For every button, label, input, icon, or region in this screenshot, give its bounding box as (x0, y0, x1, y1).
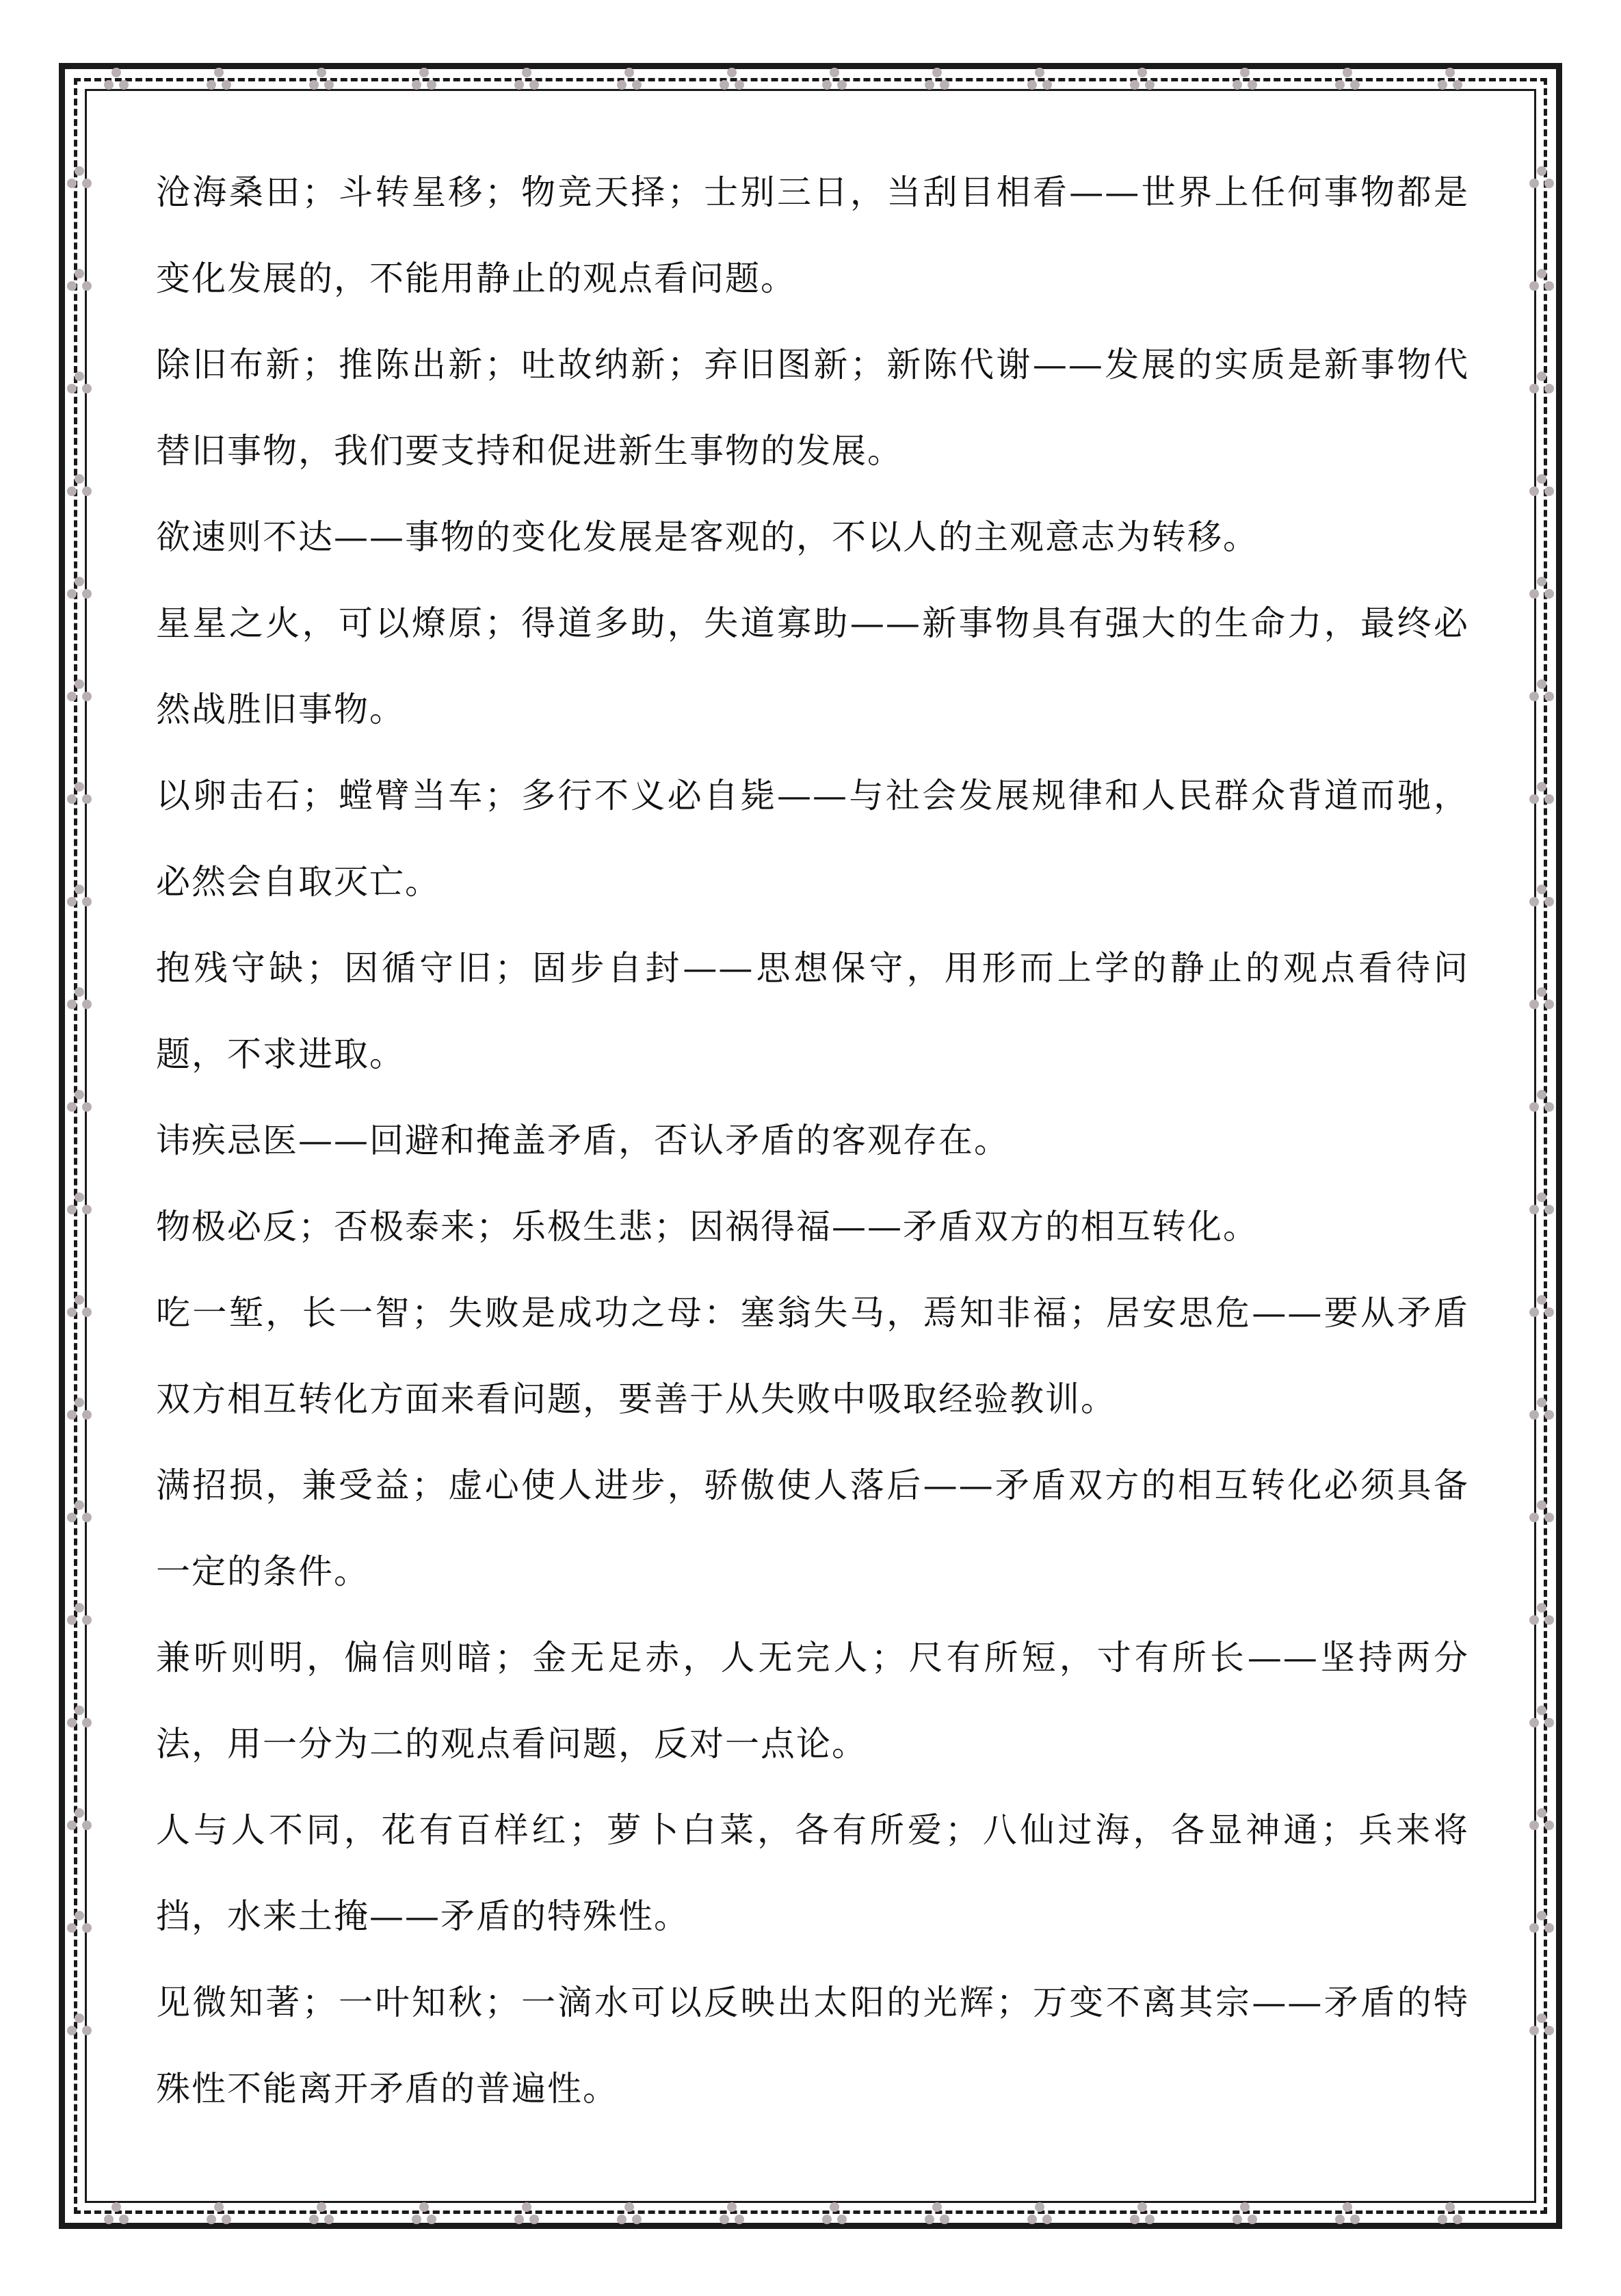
border-dot (309, 80, 319, 90)
border-dot (1537, 679, 1546, 689)
border-dot (1027, 2215, 1037, 2224)
border-dot (1544, 1615, 1554, 1625)
border-dot (222, 80, 231, 90)
border-dot (1544, 1718, 1554, 1727)
border-dot (67, 1000, 77, 1009)
border-dot (82, 1821, 92, 1830)
border-dot (82, 281, 92, 291)
border-dot (1438, 80, 1447, 90)
border-dot (75, 1911, 84, 1920)
border-dot (1438, 2215, 1447, 2224)
border-dot (632, 2215, 642, 2224)
border-dot (1544, 897, 1554, 906)
border-dot (1453, 80, 1462, 90)
border-dot (1137, 2202, 1147, 2212)
border-dot (1537, 987, 1546, 997)
border-dot (1537, 474, 1546, 484)
border-dot (1529, 1718, 1539, 1727)
paragraph-12: 人与人不同，花有百样红；萝卜白菜，各有所爱；八仙过海，各显神通；兵来将挡，水来土掩——矛盾的特殊性。 (156, 1810, 1469, 1936)
border-dot (727, 68, 737, 77)
border-dot (925, 80, 934, 90)
border-dot (82, 1410, 92, 1420)
border-dot (207, 2215, 216, 2224)
border-dot (1130, 80, 1139, 90)
border-dot (104, 80, 114, 90)
border-dot (67, 1923, 77, 1933)
border-dot (735, 80, 744, 90)
border-dot (932, 68, 942, 77)
border-dot (67, 1718, 77, 1727)
border-dot (1537, 2013, 1546, 2023)
border-dot (75, 166, 84, 176)
border-dot (1537, 885, 1546, 894)
border-dot (75, 885, 84, 894)
border-dot (837, 80, 847, 90)
border-dot (67, 1615, 77, 1625)
border-dot (75, 1295, 84, 1305)
border-dot (75, 1706, 84, 1715)
border-dot (82, 1102, 92, 1112)
border-dot (514, 80, 524, 90)
border-dot (932, 2202, 942, 2212)
border-dot (822, 80, 832, 90)
border-dot (1537, 371, 1546, 381)
border-dot (1042, 80, 1052, 90)
border-dot (1537, 166, 1546, 176)
border-dot (1544, 1923, 1554, 1933)
border-dot (75, 474, 84, 484)
border-dot (412, 80, 421, 90)
border-dot (82, 1923, 92, 1933)
border-dot (419, 68, 429, 77)
border-dot (75, 1192, 84, 1202)
border-dot (1529, 281, 1539, 291)
border-dot (1537, 1192, 1546, 1202)
border-dot (617, 80, 627, 90)
border-dot (419, 2202, 429, 2212)
border-dot (830, 68, 839, 77)
border-dot (514, 2215, 524, 2224)
border-dot (67, 1307, 77, 1317)
border-dot (1335, 2215, 1345, 2224)
paragraph-2: 除旧布新；推陈出新；吐故纳新；弃旧图新；新陈代谢——发展的实质是新事物代替旧事物，我们要支持和促进新生事物的发展。 (156, 345, 1469, 471)
paragraph-6: 抱残守缺；因循守旧；固步自封——思想保守，用形而上学的静止的观点看待问题，不求进取。 (156, 948, 1469, 1074)
border-dot (1453, 2215, 1462, 2224)
paragraph-11: 兼听则明，偏信则暗；金无足赤，人无完人；尺有所短，寸有所长——坚持两分法，用一分为二的观点看问题，反对一点论。 (156, 1638, 1469, 1764)
border-dot (1529, 1615, 1539, 1625)
border-dot (82, 1205, 92, 1214)
border-dot (1537, 1706, 1546, 1715)
border-dot (1233, 2215, 1242, 2224)
border-dot (1130, 2215, 1139, 2224)
border-dot (1042, 2215, 1052, 2224)
border-dot (1537, 1808, 1546, 1818)
border-dot (1537, 782, 1546, 792)
border-dot (1445, 2202, 1455, 2212)
border-dot (822, 2215, 832, 2224)
border-dot (1529, 179, 1539, 188)
paragraph-8: 物极必反；否极泰来；乐极生悲；因祸得福——矛盾双方的相互转化。 (156, 1207, 1258, 1247)
border-dot (67, 794, 77, 804)
border-dot (1529, 1513, 1539, 1522)
border-dot (1529, 1821, 1539, 1830)
border-dot (735, 2215, 744, 2224)
border-dot (1537, 1398, 1546, 1407)
border-dot (317, 2202, 326, 2212)
paragraph-3: 欲速则不达——事物的变化发展是客观的，不以人的主观意志为转移。 (156, 517, 1258, 557)
border-dot (522, 2202, 531, 2212)
border-dot (82, 1307, 92, 1317)
border-dot (1350, 2215, 1360, 2224)
border-dot (222, 2215, 231, 2224)
border-dot (75, 2013, 84, 2023)
border-dot (82, 1718, 92, 1727)
paragraph-5: 以卵击石；螳臂当车；多行不义必自毙——与社会发展规律和人民群众背道而驰，必然会自取灭亡。 (156, 776, 1469, 902)
border-dot (75, 782, 84, 792)
document-body (156, 149, 1469, 2132)
border-dot (75, 1808, 84, 1818)
border-dot (1529, 794, 1539, 804)
border-dot (67, 1205, 77, 1214)
border-dot (1529, 692, 1539, 701)
border-dot (412, 2215, 421, 2224)
border-dot (111, 2202, 121, 2212)
border-dot (67, 384, 77, 393)
border-dot (317, 68, 326, 77)
border-dot (82, 179, 92, 188)
border-dot (1537, 577, 1546, 586)
border-dot (1544, 794, 1554, 804)
border-dot (1537, 1911, 1546, 1920)
border-dot (1544, 384, 1554, 393)
border-dot (1544, 1307, 1554, 1317)
border-dot (1544, 486, 1554, 496)
border-dot (1544, 1513, 1554, 1522)
border-dot (830, 2202, 839, 2212)
paragraph-10: 满招损，兼受益；虚心使人进步，骄傲使人落后——矛盾双方的相互转化必须具备一定的条件。 (156, 1465, 1469, 1591)
border-dot (214, 68, 224, 77)
border-dot (67, 692, 77, 701)
border-dot (1537, 1603, 1546, 1613)
border-dot (67, 1102, 77, 1112)
border-dot (1529, 1923, 1539, 1933)
border-dot (1145, 2215, 1155, 2224)
border-dot (82, 692, 92, 701)
border-dot (214, 2202, 224, 2212)
border-dot (1529, 1000, 1539, 1009)
paragraph-13: 见微知著；一叶知秋；一滴水可以反映出太阳的光辉；万变不离其宗——矛盾的特殊性不能离开矛盾的普遍性。 (156, 1983, 1469, 2109)
border-dot (1537, 269, 1546, 278)
border-dot (1537, 1500, 1546, 1510)
border-dot (427, 2215, 436, 2224)
border-dot (529, 2215, 539, 2224)
border-dot (1027, 80, 1037, 90)
border-dot (309, 2215, 319, 2224)
paragraph-9: 吃一堑，长一智；失败是成功之母：塞翁失马，焉知非福；居安思危——要从矛盾双方相互转化方面来看问题，要善于从失败中吸取经验教训。 (156, 1293, 1469, 1419)
border-dot (82, 1615, 92, 1625)
border-dot (720, 2215, 729, 2224)
border-dot (1145, 80, 1155, 90)
border-dot (1350, 80, 1360, 90)
border-dot (1544, 1000, 1554, 1009)
border-dot (67, 281, 77, 291)
border-dot (1035, 68, 1044, 77)
border-dot (1544, 589, 1554, 599)
border-dot (82, 1513, 92, 1522)
border-dot (1529, 384, 1539, 393)
border-dot (837, 2215, 847, 2224)
border-dot (82, 1000, 92, 1009)
border-dot (522, 68, 531, 77)
border-dot (1529, 1205, 1539, 1214)
border-dot (324, 80, 334, 90)
border-dot (67, 1410, 77, 1420)
border-dot (104, 2215, 114, 2224)
border-dot (720, 80, 729, 90)
border-dot (1343, 2202, 1352, 2212)
border-dot (67, 1513, 77, 1522)
border-dot (82, 384, 92, 393)
border-dot (1335, 80, 1345, 90)
border-dot (1544, 1410, 1554, 1420)
border-dot (75, 1500, 84, 1510)
border-dot (75, 371, 84, 381)
border-dot (617, 2215, 627, 2224)
border-dot (75, 1398, 84, 1407)
border-dot (111, 68, 121, 77)
border-dot (1240, 68, 1250, 77)
border-dot (1529, 1102, 1539, 1112)
border-dot (82, 794, 92, 804)
border-dot (324, 2215, 334, 2224)
border-dot (1537, 1090, 1546, 1099)
border-dot (1035, 2202, 1044, 2212)
border-dot (940, 80, 949, 90)
border-dot (1544, 1102, 1554, 1112)
border-dot (75, 1603, 84, 1613)
border-dot (1529, 486, 1539, 496)
border-dot (1137, 68, 1147, 77)
border-dot (119, 2215, 129, 2224)
border-dot (1343, 68, 1352, 77)
border-dot (1240, 2202, 1250, 2212)
border-dot (67, 2026, 77, 2035)
border-dot (1544, 281, 1554, 291)
paragraph-4: 星星之火，可以燎原；得道多助，失道寡助——新事物具有强大的生命力，最终必然战胜旧事物。 (156, 603, 1469, 729)
border-dot (1544, 692, 1554, 701)
border-dot (75, 679, 84, 689)
border-dot (82, 589, 92, 599)
border-dot (624, 68, 634, 77)
border-dot (1248, 80, 1257, 90)
border-dot (1529, 1307, 1539, 1317)
border-dot (427, 80, 436, 90)
border-dot (940, 2215, 949, 2224)
border-dot (727, 2202, 737, 2212)
border-dot (1445, 68, 1455, 77)
border-dot (1529, 897, 1539, 906)
border-dot (75, 577, 84, 586)
border-dot (1248, 2215, 1257, 2224)
border-dot (82, 486, 92, 496)
border-dot (75, 269, 84, 278)
paragraph-1: 沧海桑田；斗转星移；物竞天择；士别三日，当刮目相看——世界上任何事物都是变化发展的，不能用静止的观点看问题。 (156, 172, 1469, 298)
border-dot (1529, 2026, 1539, 2035)
border-dot (119, 80, 129, 90)
border-dot (67, 1821, 77, 1830)
border-dot (1544, 179, 1554, 188)
border-dot (1537, 1295, 1546, 1305)
border-dot (67, 486, 77, 496)
border-dot (1544, 2026, 1554, 2035)
border-dot (75, 987, 84, 997)
border-dot (632, 80, 642, 90)
border-dot (82, 2026, 92, 2035)
border-dot (67, 179, 77, 188)
border-dot (75, 1090, 84, 1099)
border-dot (624, 2202, 634, 2212)
border-dot (1529, 589, 1539, 599)
border-dot (529, 80, 539, 90)
border-dot (207, 80, 216, 90)
border-dot (67, 589, 77, 599)
border-dot (67, 897, 77, 906)
border-dot (1544, 1821, 1554, 1830)
border-dot (1233, 80, 1242, 90)
border-dot (1544, 1205, 1554, 1214)
border-dot (925, 2215, 934, 2224)
paragraph-7: 讳疾忌医——回避和掩盖矛盾，否认矛盾的客观存在。 (156, 1121, 1010, 1160)
border-dot (1529, 1410, 1539, 1420)
border-dot (82, 897, 92, 906)
